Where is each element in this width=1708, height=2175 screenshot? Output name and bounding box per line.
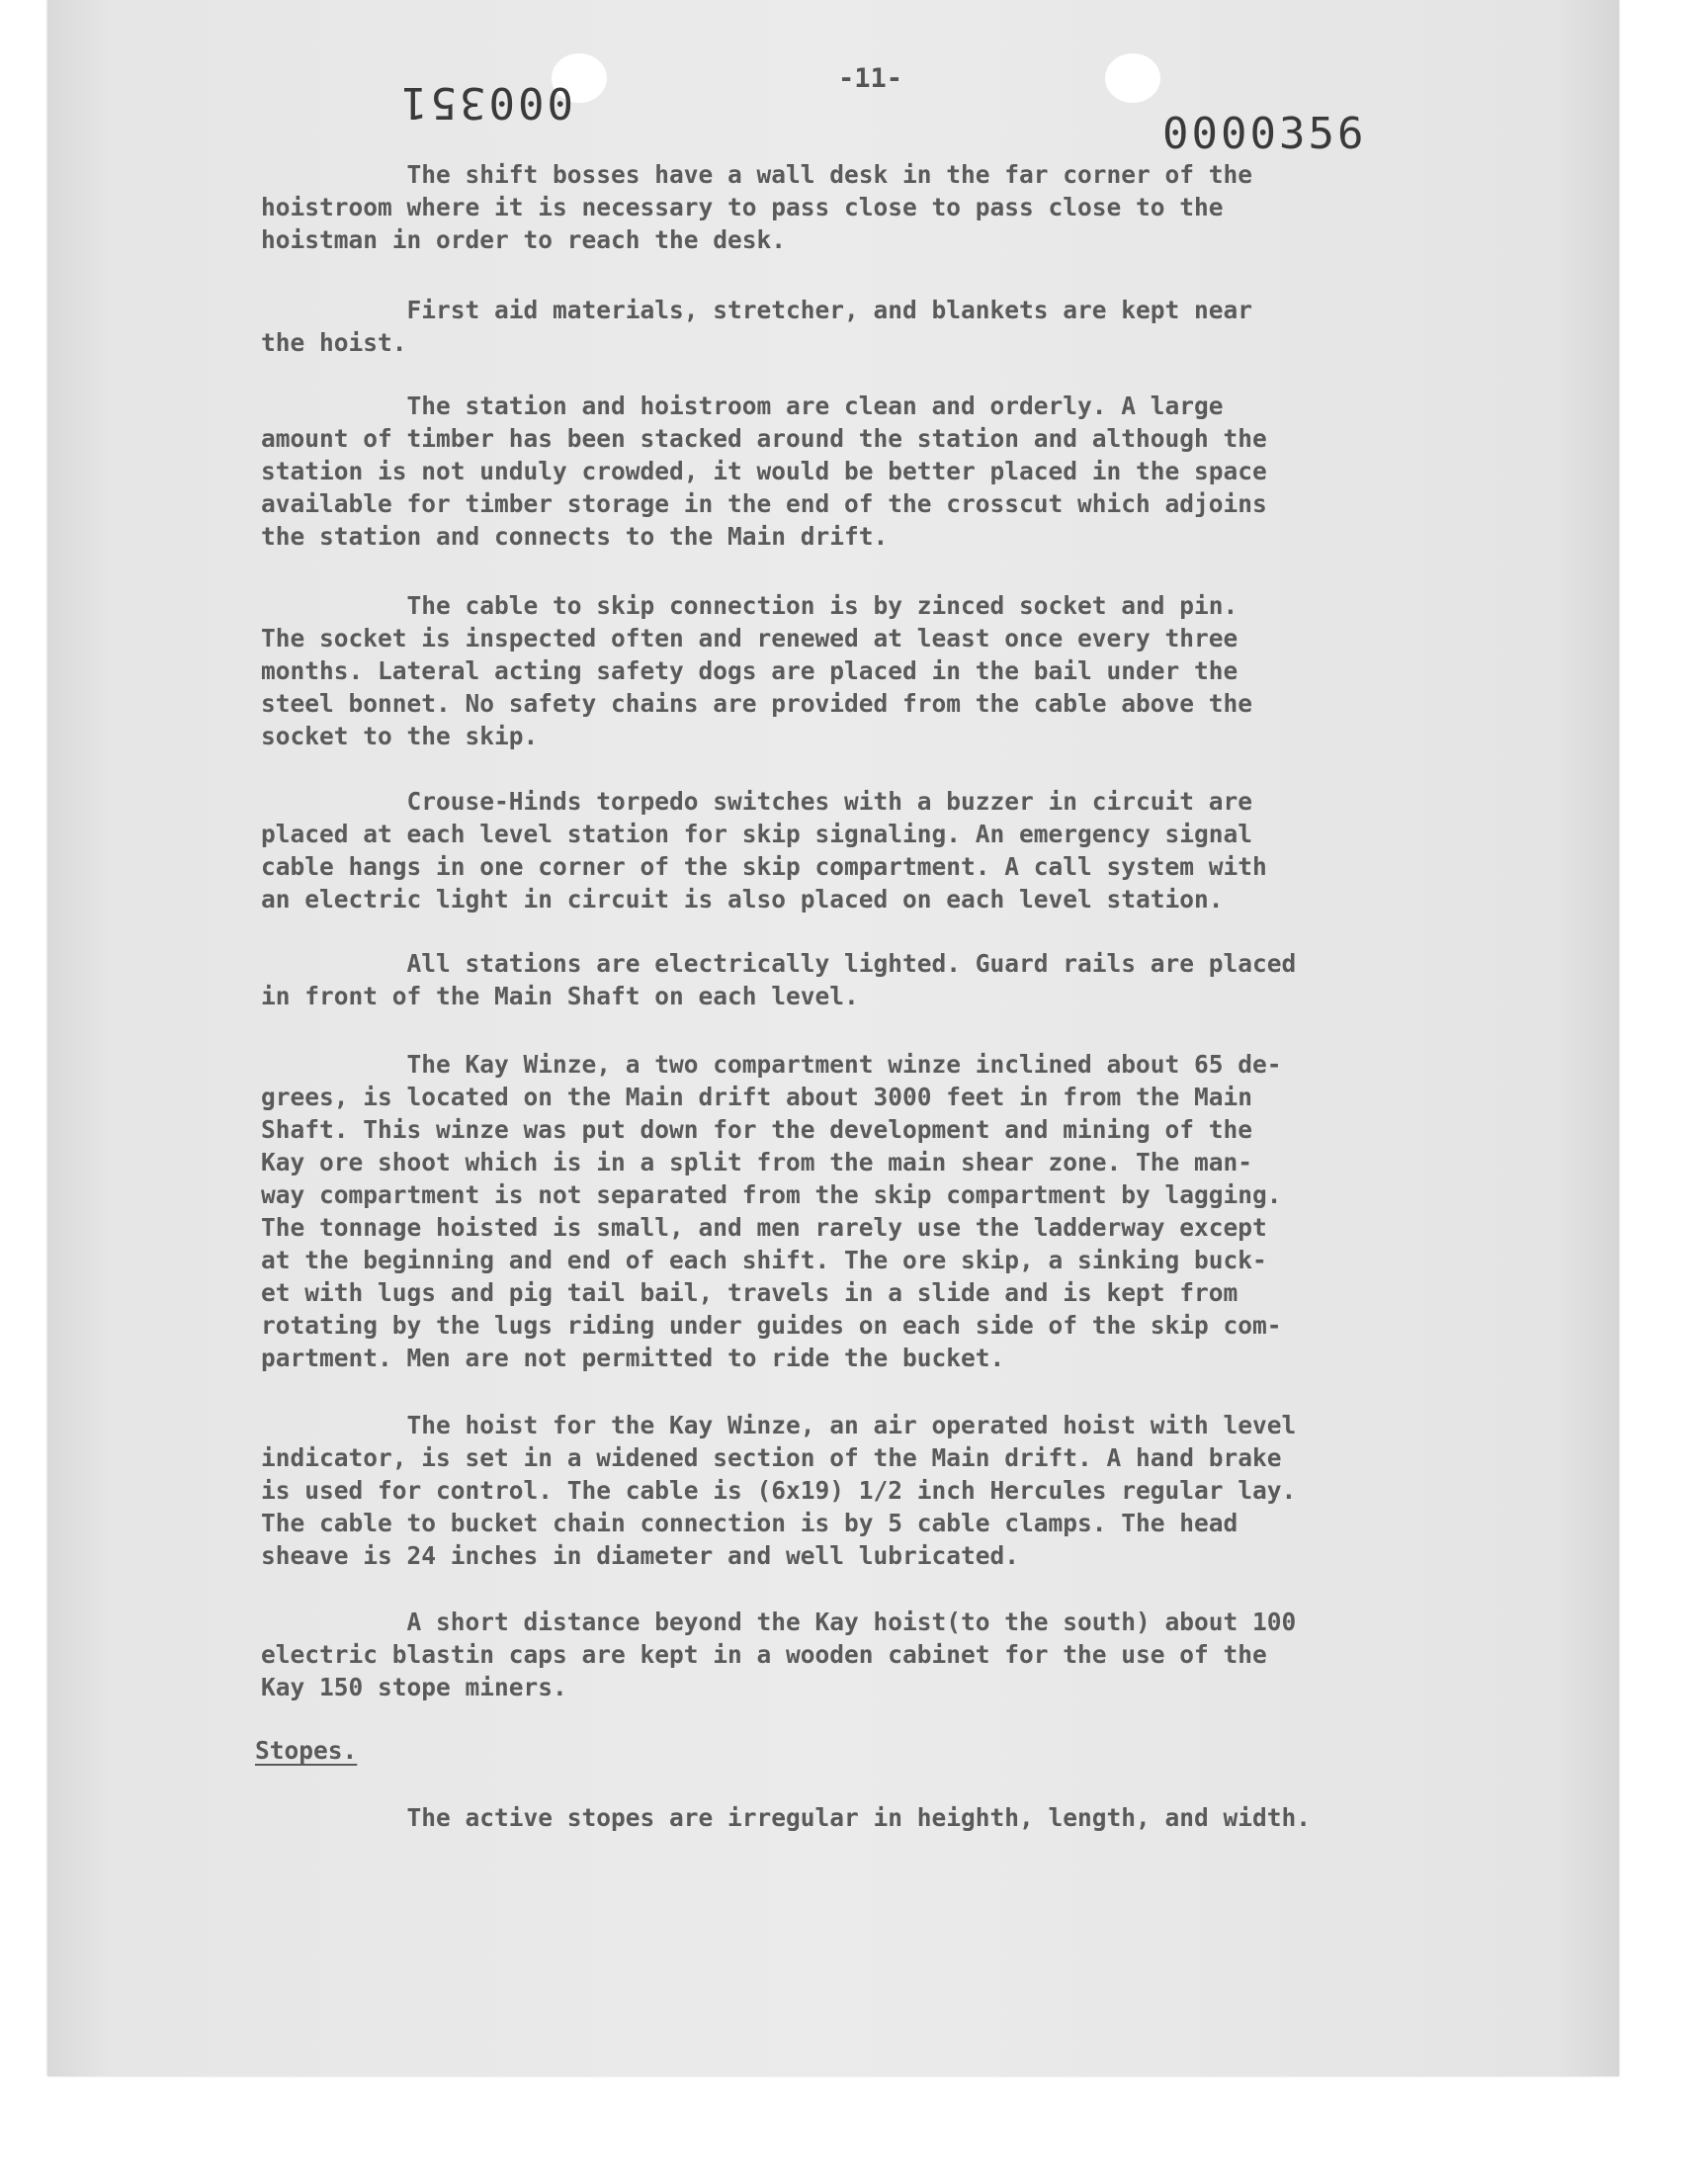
paragraph-kay-winze: The Kay Winze, a two compartment winze inclined about 65 de- grees, is located on the Main drift about 3000 feet in from the Main Shaft. This winze was put down for the development and mining of the Kay ore shoot which is in a split from the main shear zone. The man- way compartment is not separated from the skip compartment by lagging. The tonnage hoisted is small, and men rarely use the ladderway except at the beginning and end of each shift. The ore skip, a sinking buck- et with lugs and pig tail bail, travels in a slide and is kept from rotating by the lugs riding under guides on each side of the skip com- partment. Men are not permitted to ride the bucket.	[261, 1050, 1282, 1372]
paragraph-signaling: Crouse-Hinds torpedo switches with a buzzer in circuit are placed at each level station for skip signaling. An emergency signal cable hangs in one corner of the skip compartment. A call system with an electric light in circuit is also placed on each level station.	[261, 787, 1267, 914]
paragraph-active-stopes: The active stopes are irregular in heighth, length, and width.	[261, 1803, 1312, 1832]
page-number: -11-	[838, 63, 903, 94]
mirrored-stamp-number: 000351	[398, 77, 573, 128]
paragraph-stations-lighted: All stations are electrically lighted. Guard rails are placed in front of the Main Shaft on each level.	[261, 949, 1297, 1010]
paragraph-blasting-caps: A short distance beyond the Kay hoist(to the south) about 100 electric blastin caps are kept in a wooden cabinet for the use of the Kay 150 stope miners.	[261, 1608, 1297, 1701]
paragraph-kay-hoist: The hoist for the Kay Winze, an air operated hoist with level indicator, is set in a widened section of the Main drift. A hand brake is used for control. The cable is (6x19) 1/2 inch Hercules regular lay. The cable to bucket chain connection is by 5 cable clamps. The head sheave is 24 inches in diameter and well lubricated.	[261, 1411, 1297, 1570]
section-heading-stopes: Stopes.	[255, 1736, 358, 1765]
paragraph-first-aid: First aid materials, stretcher, and blankets are kept near the hoist.	[261, 296, 1253, 357]
punch-hole	[1105, 53, 1160, 103]
paragraph-station-hoistroom: The station and hoistroom are clean and orderly. A large amount of timber has been stacked around the station and although the station is not unduly crowded, it would be better placed in the space available for timber storage in the end of the crosscut which adjoins the station and connects to the Main drift.	[261, 392, 1267, 551]
stamp-number: 0000356	[1162, 109, 1367, 159]
document-page	[47, 0, 1619, 2076]
paragraph-shift-bosses: The shift bosses have a wall desk in the far corner of the hoistroom where it is necessary to pass close to pass close to the hoistman in order to reach the desk.	[261, 160, 1253, 254]
paragraph-cable-skip-connection: The cable to skip connection is by zinced socket and pin. The socket is inspected often and renewed at least once every three months. Lateral acting safety dogs are placed in the bail under the steel bonnet. No safety chains are provided from the cable above the socket to the skip.	[261, 591, 1253, 750]
